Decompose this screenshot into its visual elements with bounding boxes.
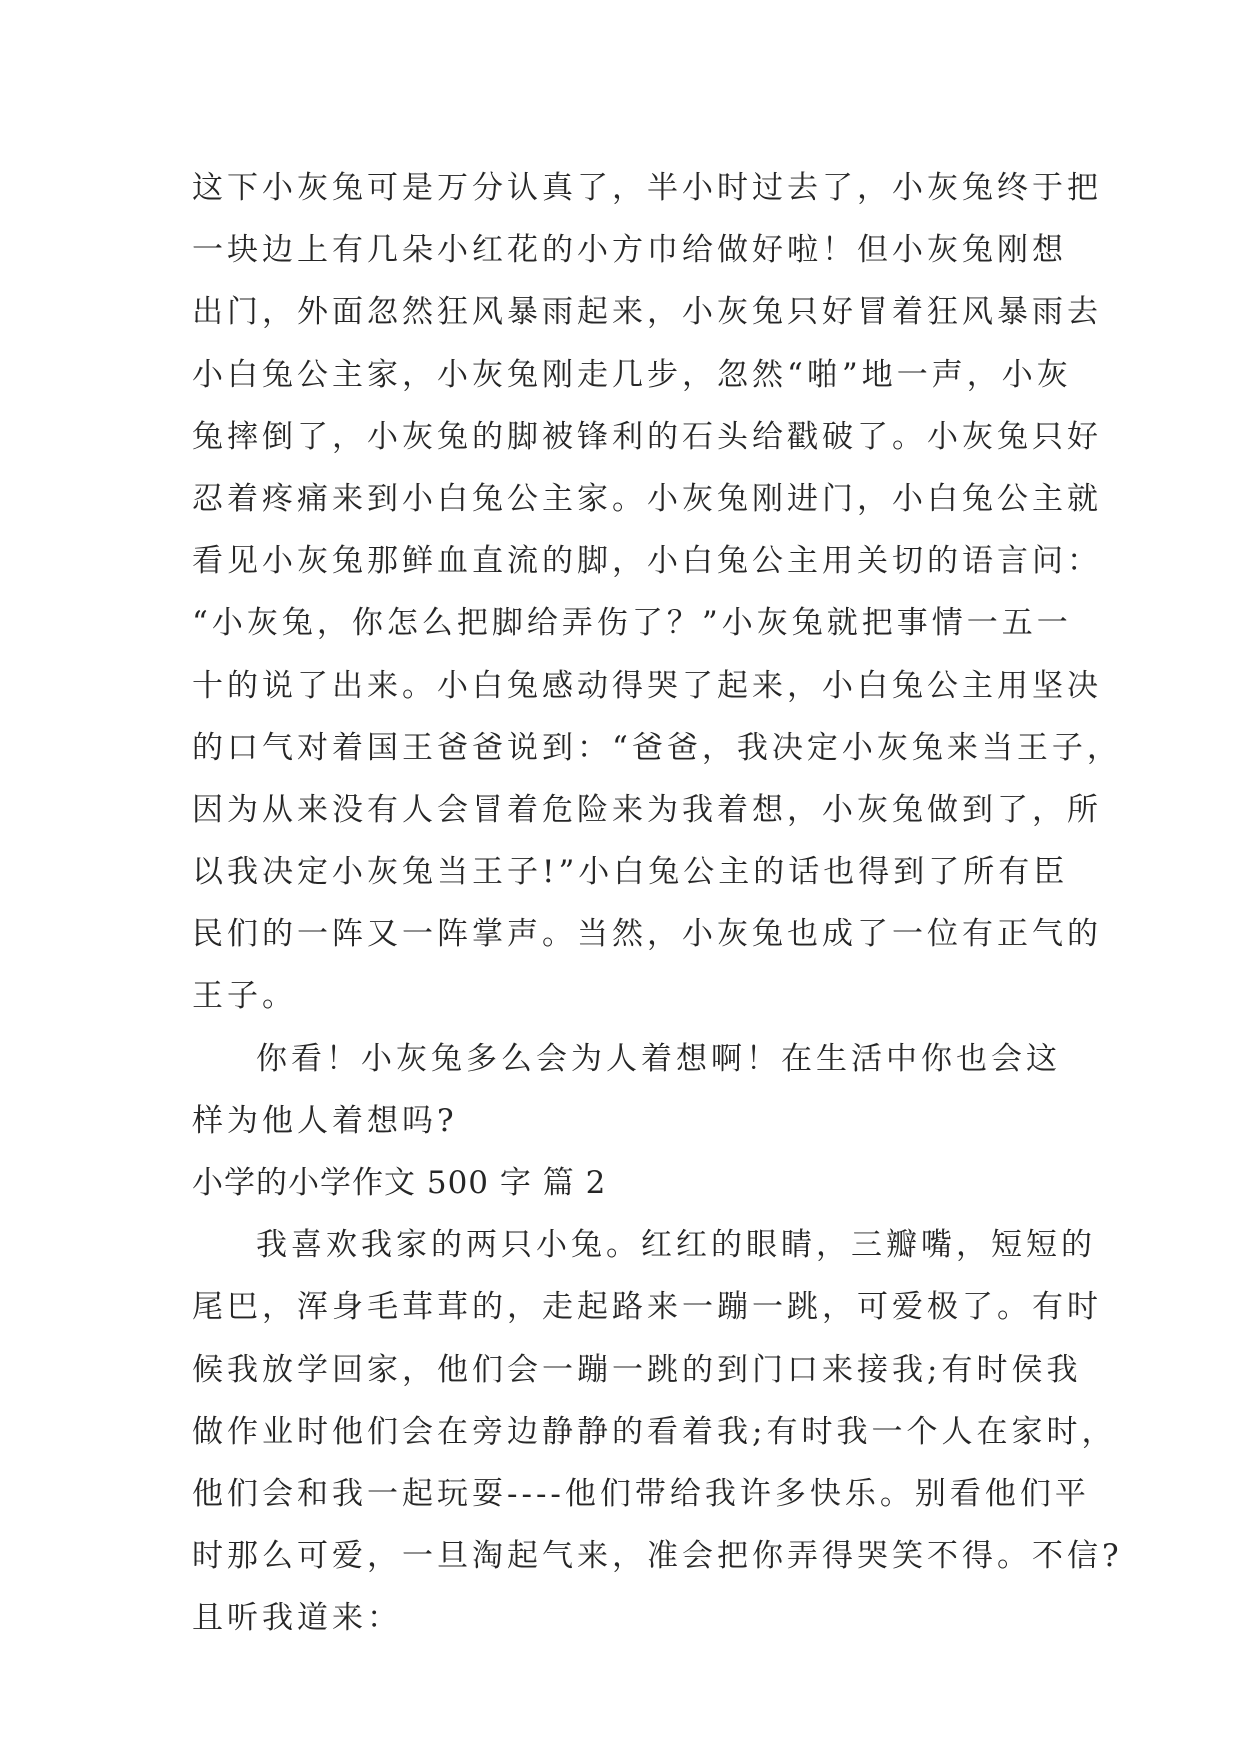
text-line: 我喜欢我家的两只小兔。红红的眼睛，三瓣嘴，短短的 (256, 1227, 1096, 1264)
text-line: 出门，外面忽然狂风暴雨起来，小灰兔只好冒着狂风暴雨去 (192, 294, 1102, 331)
text-line: 忍着疼痛来到小白兔公主家。小灰兔刚进门，小白兔公主就 (192, 480, 1102, 517)
document-body (192, 157, 1123, 1650)
text-line: 做作业时他们会在旁边静静的看着我;有时我一个人在家时， (192, 1413, 1117, 1450)
text-line: 候我放学回家，他们会一蹦一跳的到门口来接我;有时侯我 (192, 1351, 1082, 1388)
text-line: 王子。 (192, 978, 297, 1015)
text-line: 十的说了出来。小白兔感动得哭了起来，小白兔公主用坚决 (192, 667, 1102, 704)
text-line: 样为他人着想吗? (192, 1102, 458, 1139)
text-line: 小白兔公主家，小灰兔刚走几步，忽然“啪”地一声，小灰 (192, 356, 1072, 393)
paragraph-3 (192, 1214, 1123, 1649)
text-line: 以我决定小灰兔当王子!”小白兔公主的话也得到了所有臣 (192, 854, 1069, 891)
text-line: 他们会和我一起玩耍----他们带给我许多快乐。别看他们平 (192, 1475, 1090, 1512)
text-line: 且听我道来： (192, 1600, 402, 1637)
text-line: 兔摔倒了，小灰兔的脚被锋利的石头给戳破了。小灰兔只好 (192, 418, 1102, 455)
text-line: 因为从来没有人会冒着危险来为我着想，小灰兔做到了，所 (192, 791, 1102, 828)
text-line: 尾巴，浑身毛茸茸的，走起路来一蹦一跳，可爱极了。有时 (192, 1289, 1102, 1326)
paragraph-2 (192, 1028, 1072, 1152)
text-line: 一块边上有几朵小红花的小方巾给做好啦！但小灰兔刚想 (192, 232, 1067, 269)
text-line: 看见小灰兔那鲜血直流的脚，小白兔公主用关切的语言问： (192, 543, 1102, 580)
text-line: “小灰兔，你怎么把脚给弄伤了？”小灰兔就把事情一五一 (192, 605, 1072, 642)
section-heading: 小学的小学作文 500 字 篇 2 (192, 1165, 607, 1201)
text-line: 这下小灰兔可是万分认真了，半小时过去了，小灰兔终于把 (192, 170, 1102, 206)
text-line: 民们的一阵又一阵掌声。当然，小灰兔也成了一位有正气的 (192, 916, 1102, 953)
text-line: 时那么可爱，一旦淘起气来，准会把你弄得哭笑不得。不信? (192, 1538, 1123, 1575)
paragraph-1 (192, 157, 1122, 1028)
text-line: 的口气对着国王爸爸说到：“爸爸，我决定小灰兔来当王子， (192, 729, 1122, 766)
text-line: 你看！小灰兔多么会为人着想啊！在生活中你也会这 (256, 1040, 1061, 1077)
